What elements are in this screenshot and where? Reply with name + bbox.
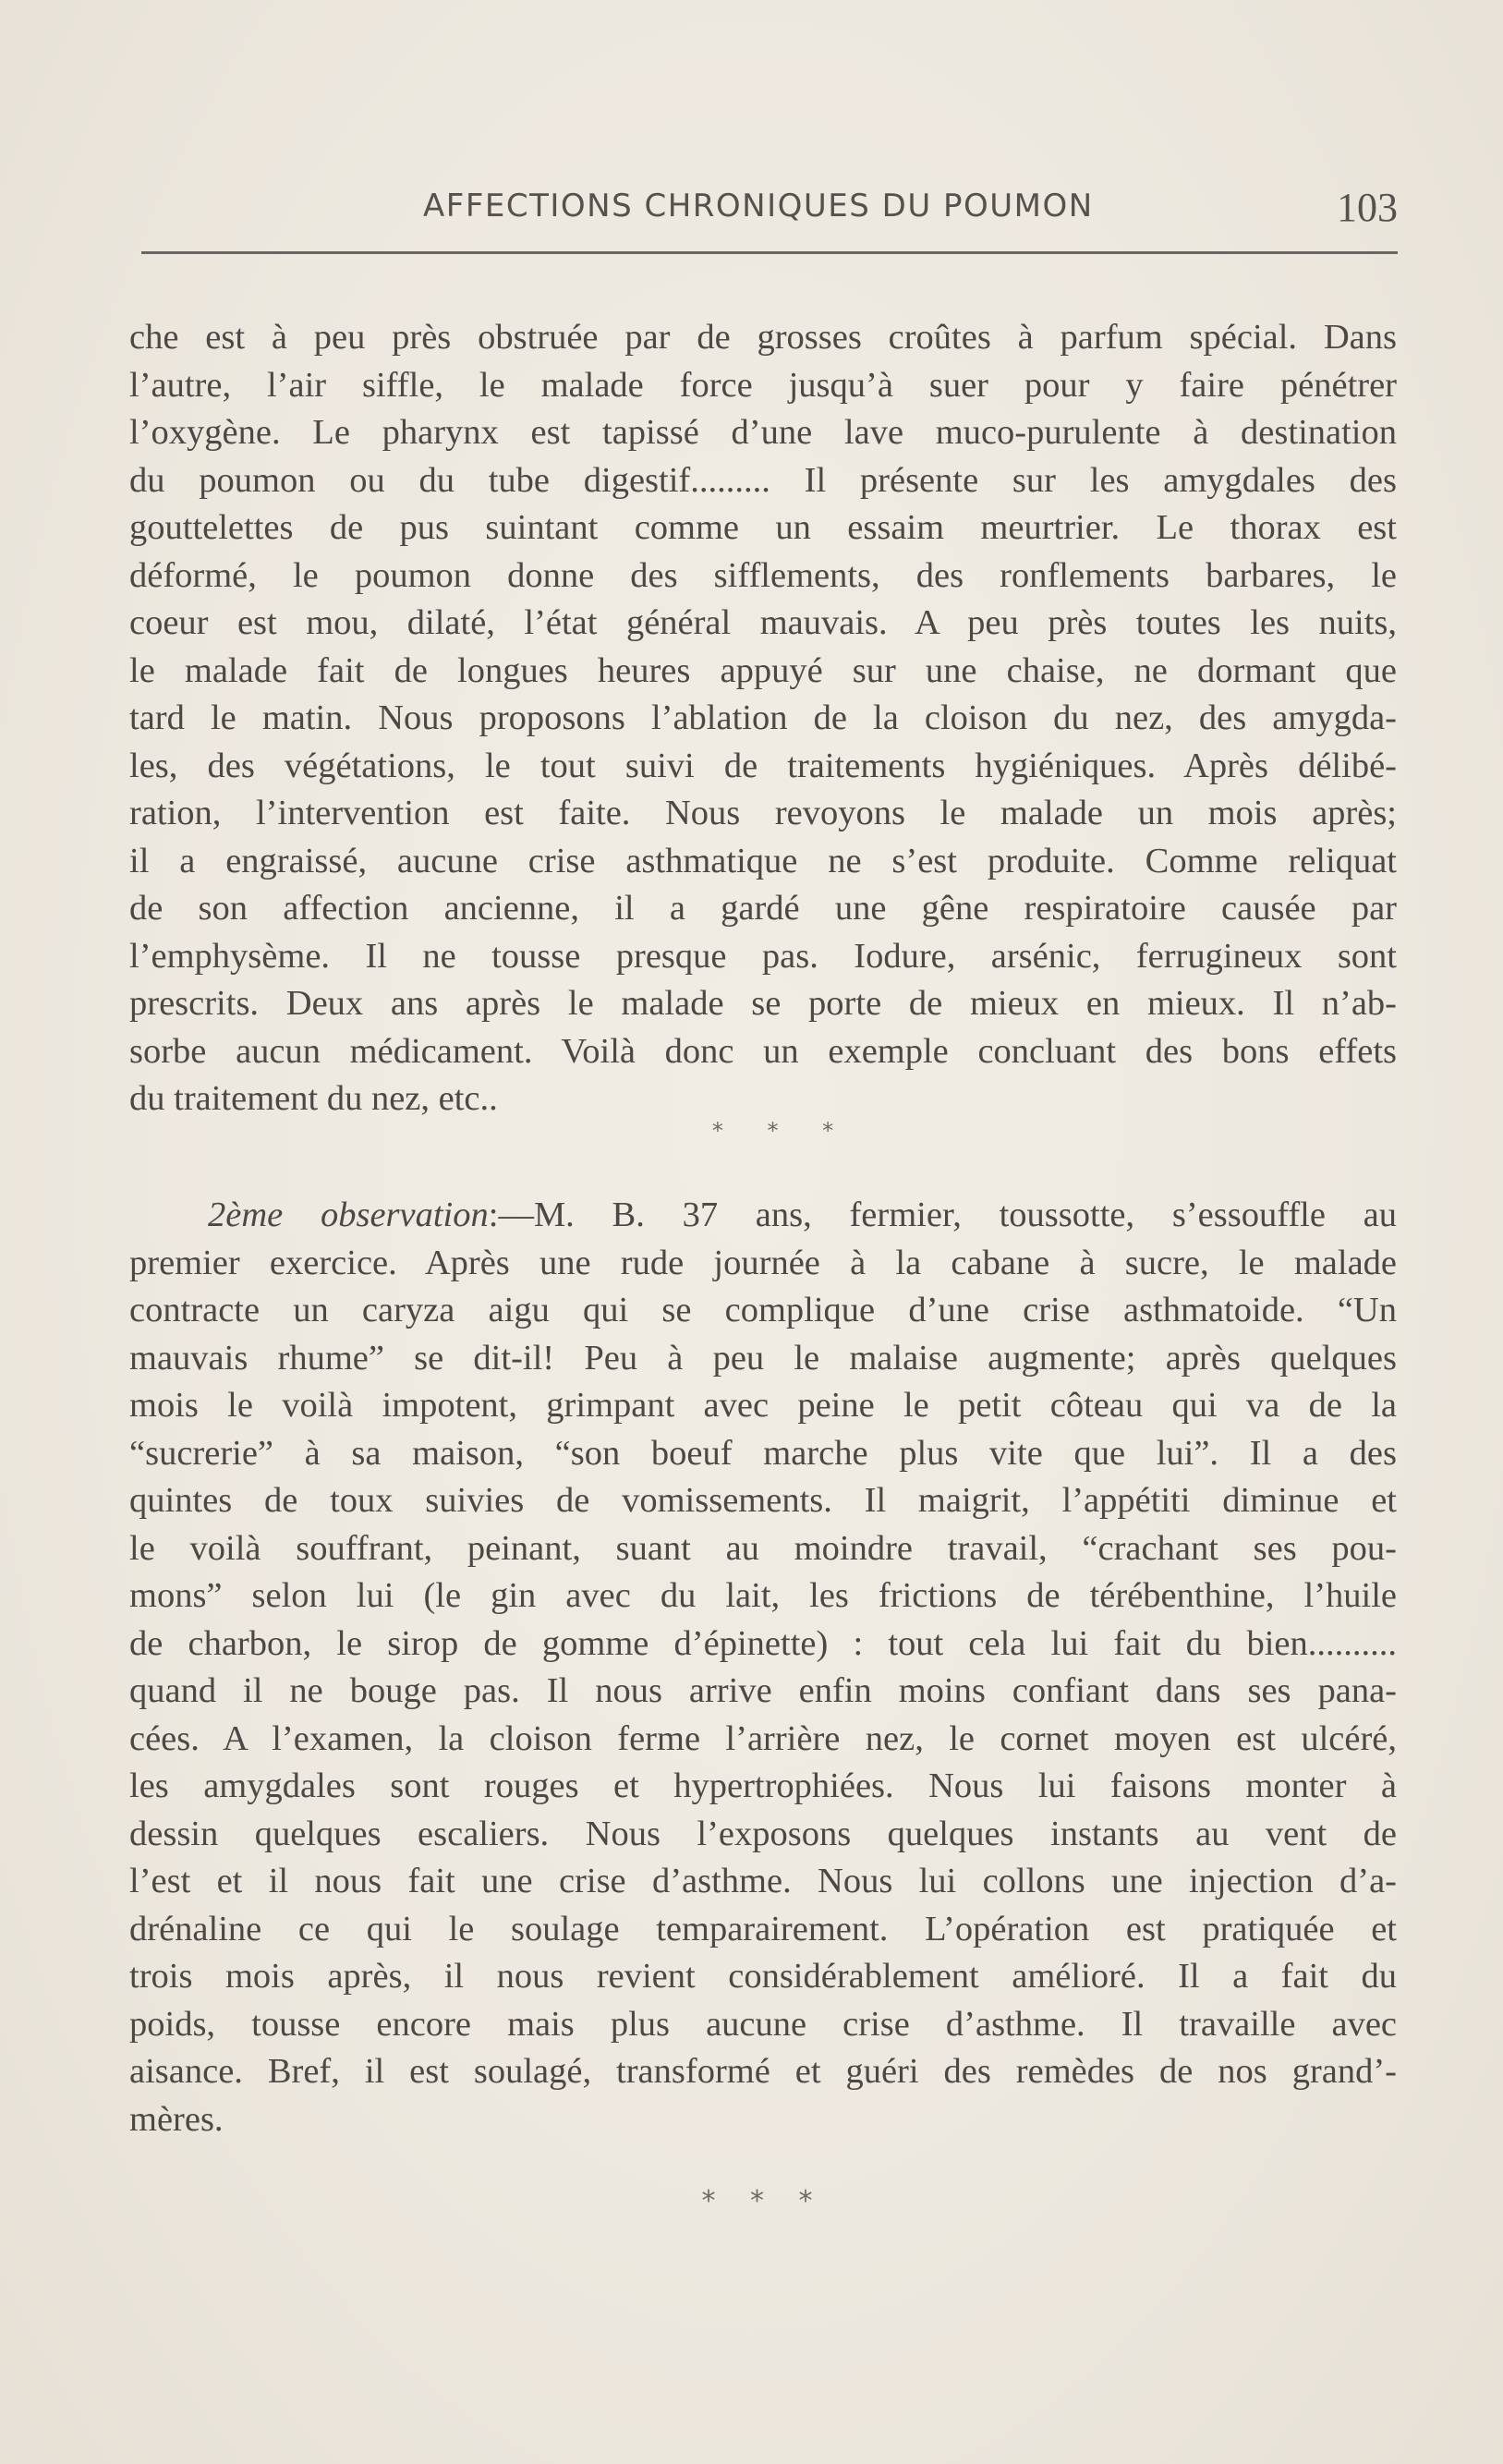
page-number: 103	[1337, 185, 1398, 230]
text-line: les, des végétations, le tout suivi de traitements hygiéniques. Après délibé-	[129, 746, 1397, 785]
page-header	[141, 185, 1398, 243]
text-line: déformé, le poumon donne des sifflements, des ronflements barbares, le	[129, 555, 1397, 595]
text-line: de son affection ancienne, il a gardé une gêne respiratoire causée par	[129, 889, 1397, 928]
text-line: quand il ne bouge pas. Il nous arrive enfin moins confiant dans ses pana-	[129, 1671, 1397, 1710]
observation-intro: :—M. B. 37 ans, fermier, toussotte, s’essouffle au	[488, 1196, 1397, 1234]
text-line: mons” selon lui (le gin avec du lait, les frictions de térébenthine, l’huile	[129, 1576, 1397, 1615]
section-separator: * * *	[701, 2185, 826, 2217]
text-line: l’est et il nous fait une crise d’asthme. Nous lui collons une injection d’a-	[129, 1862, 1397, 1900]
observation-2	[129, 1192, 1397, 2143]
text-line: les amygdales sont rouges et hypertrophiées. Nous lui faisons monter à	[129, 1766, 1397, 1805]
text-line: le voilà souffrant, peinant, suant au moindre travail, “crachant ses pou-	[129, 1528, 1397, 1568]
text-line: “sucrerie” à sa maison, “son boeuf marche plus vite que lui”. Il a des	[129, 1433, 1397, 1473]
text-line: cées. A l’examen, la cloison ferme l’arrière nez, le cornet moyen est ulcéré,	[129, 1718, 1397, 1758]
text-line: prescrits. Deux ans après le malade se porte de mieux en mieux. Il n’ab-	[129, 984, 1397, 1023]
text-line: poids, tousse encore mais plus aucune crise d’asthme. Il travaille avec	[129, 2004, 1397, 2044]
text-line: ration, l’intervention est faite. Nous revoyons le malade un mois après;	[129, 794, 1397, 832]
text-line: aisance. Bref, il est soulagé, transformé et guéri des remèdes de nos grand’-	[129, 2052, 1397, 2091]
text-line: coeur est mou, dilaté, l’état général mauvais. A peu près toutes les nuits,	[129, 603, 1397, 642]
text-line: trois mois après, il nous revient considérablement amélioré. Il a fait du	[129, 1957, 1397, 1996]
running-title: AFFECTIONS CHRONIQUES DU POUMON	[423, 188, 1094, 225]
text-line: mauvais rhume” se dit-il! Peu à peu le malaise augmente; après quelques	[129, 1338, 1397, 1378]
section-separator: * * *	[711, 1118, 853, 1144]
text-line: mois le voilà impotent, grimpant avec peine le petit côteau qui va de la	[129, 1386, 1397, 1425]
text-line: drénaline ce qui le soulage temparairement. L’opération est pratiquée et	[129, 1909, 1397, 1948]
text-line: premier exercice. Après une rude journée à la cabane à sucre, le malade	[129, 1243, 1397, 1282]
text-line: mères.	[129, 2099, 224, 2139]
text-line: gouttelettes de pus suintant comme un essaim meurtrier. Le thorax est	[129, 508, 1397, 547]
observation-label: 2ème observation	[208, 1196, 489, 1234]
text-line: l’oxygène. Le pharynx est tapissé d’une lave muco-purulente à destination	[129, 413, 1397, 452]
text-line: le malade fait de longues heures appuyé sur une chaise, ne dormant que	[129, 650, 1397, 690]
paragraph-1	[129, 314, 1397, 1123]
text-line: dessin quelques escaliers. Nous l’exposons quelques instants au vent de	[129, 1814, 1397, 1853]
text-line: du traitement du nez, etc..	[129, 1079, 498, 1118]
text-line: du poumon ou du tube digestif......... Il présente sur les amygdales des	[129, 460, 1397, 500]
text-line: l’autre, l’air siffle, le malade force jusqu’à suer pour y faire pénétrer	[129, 365, 1397, 405]
text-line: tard le matin. Nous proposons l’ablation de la cloison du nez, des amygda-	[129, 698, 1397, 737]
text-line: sorbe aucun médicament. Voilà donc un exemple concluant des bons effets	[129, 1031, 1397, 1071]
text-line: il a engraissé, aucune crise asthmatique ne s’est produite. Comme reliquat	[129, 841, 1397, 880]
header-rule	[141, 251, 1398, 254]
text-line: de charbon, le sirop de gomme d’épinette) : tout cela lui fait du bien..........	[129, 1623, 1397, 1663]
observation-heading-line	[129, 1192, 1397, 1240]
text-line: l’emphysème. Il ne tousse presque pas. Iodure, arsénic, ferrugineux sont	[129, 936, 1397, 976]
text-line: quintes de toux suivies de vomissements. Il maigrit, l’appétiti diminue et	[129, 1481, 1397, 1520]
text-line: contracte un caryza aigu qui se complique d’une crise asthmatoide. “Un	[129, 1291, 1397, 1329]
text-line: che est à peu près obstruée par de grosses croûtes à parfum spécial. Dans	[129, 318, 1397, 357]
